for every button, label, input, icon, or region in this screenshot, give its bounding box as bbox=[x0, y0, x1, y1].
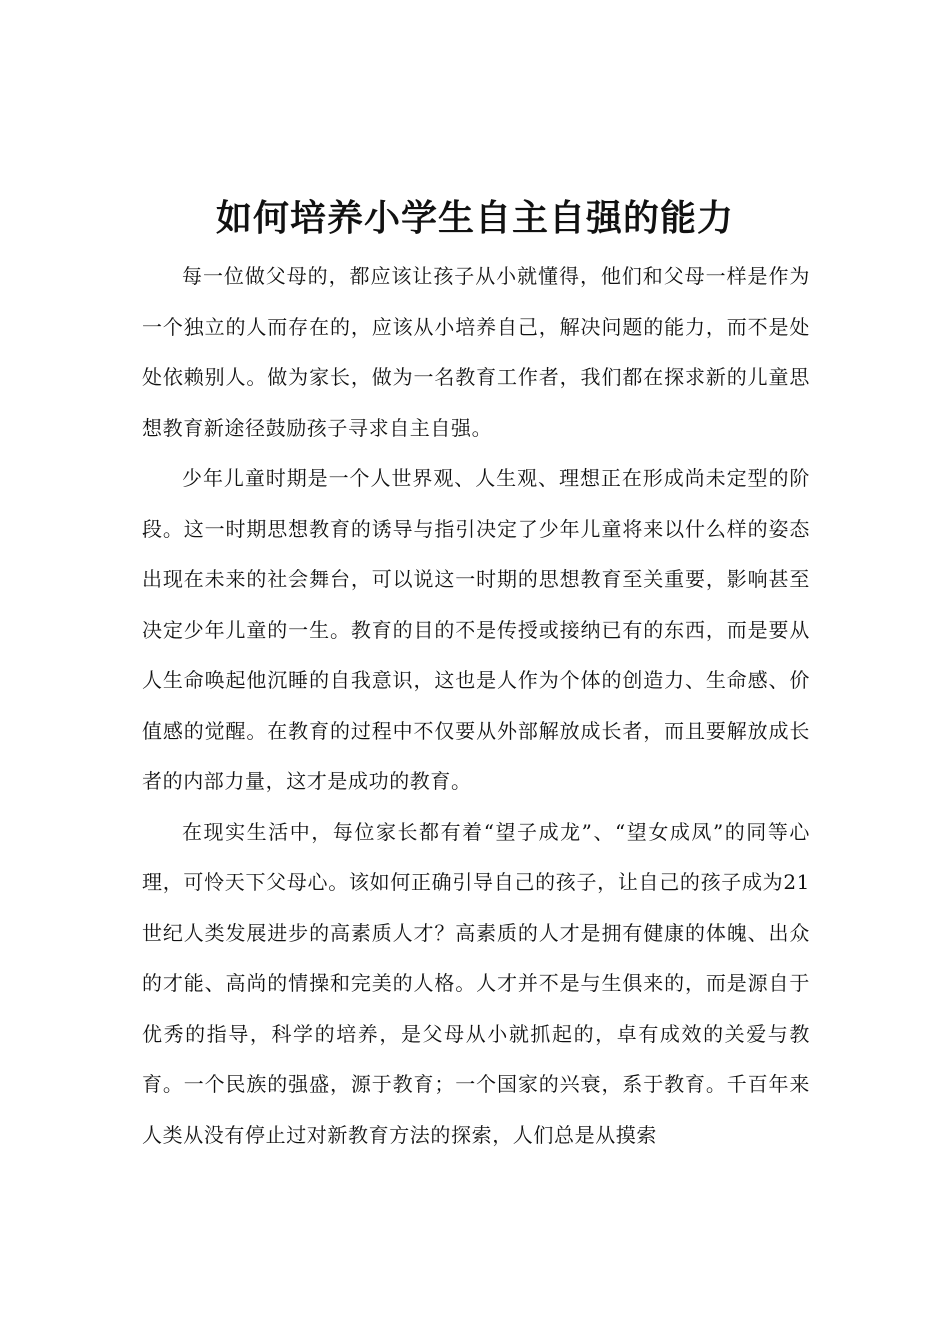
paragraph-1: 每一位做父母的，都应该让孩子从小就懂得，他们和父母一样是作为一个独立的人而存在的，应该从小培养自己，解决问题的能力，而不是处处依赖别人。做为家长，做为一名教育工作者，我们都在探求新的儿童思想教育新途径鼓励孩子寻求自主自强。 bbox=[142, 264, 810, 440]
document-title: 如何培养小学生自主自强的能力 bbox=[215, 197, 734, 240]
document-body bbox=[142, 251, 810, 1160]
paragraph-2: 少年儿童时期是一个人世界观、人生观、理想正在形成尚未定型的阶段。这一时期思想教育的诱导与指引决定了少年儿童将来以什么样的姿态出现在未来的社会舞台，可以说这一时期的思想教育至关重要，影响甚至决定少年儿童的一生。教育的目的不是传授或接纳已有的东西，而是要从人生命唤起他沉睡的自我意识，这也是人作为个体的创造力、生命感、价值感的觉醒。在教育的过程中不仅要从外部解放成长者，而且要解放成长者的内部力量，这才是成功的教育。 bbox=[142, 466, 810, 793]
paragraph-3: 在现实生活中，每位家长都有着“望子成龙”、“望女成凤”的同等心理，可怜天下父母心。该如何正确引导自己的孩子，让自己的孩子成为21世纪人类发展进步的高素质人才？高素质的人才是拥有健康的体魄、出众的才能、高尚的情操和完美的人格。人才并不是与生俱来的，而是源自于优秀的指导，科学的培养，是父母从小就抓起的，卓有成效的关爱与教育。一个民族的强盛，源于教育；一个国家的兴衰，系于教育。千百年来人类从没有停止过对新教育方法的探索，人们总是从摸索 bbox=[142, 819, 810, 1147]
